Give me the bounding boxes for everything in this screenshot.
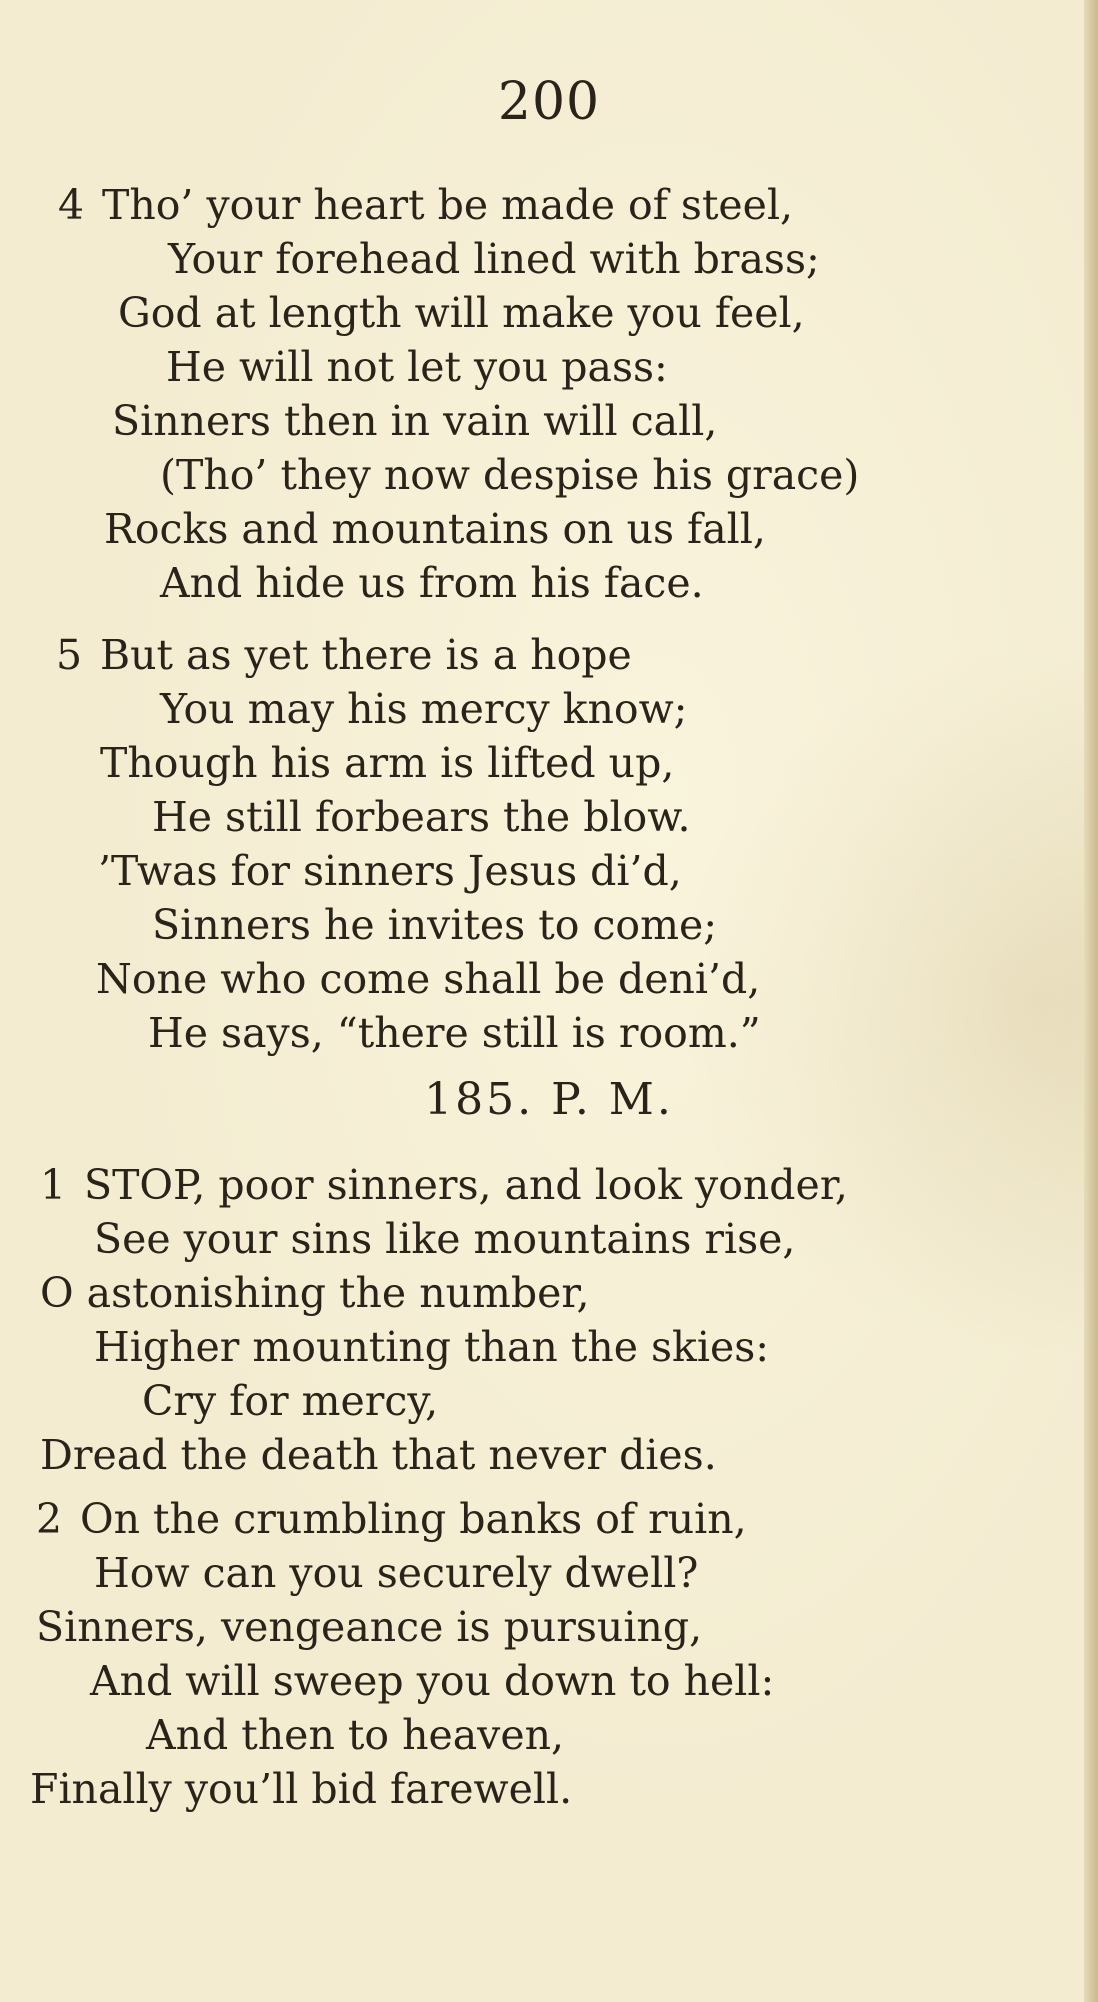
verse-line: Dread the death that never dies.: [40, 1431, 717, 1479]
verse-line: God at length will make you feel,: [118, 289, 805, 337]
verse-line: Higher mounting than the skies:: [94, 1323, 770, 1371]
verse-line: Sinners he invites to come;: [152, 901, 718, 949]
verse-line: Though his arm is lifted up,: [100, 739, 675, 787]
verse-line: You may his mercy know;: [160, 685, 688, 733]
verse-line: See your sins like mountains rise,: [94, 1215, 796, 1263]
verse-line: (Tho’ they now despise his grace): [160, 451, 860, 499]
verse-line-text: Tho’ your heart be made of steel,: [102, 181, 794, 229]
verse-number: 1: [40, 1161, 67, 1209]
verse-line-text: But as yet there is a hope: [100, 631, 632, 679]
verse-line: Cry for mercy,: [142, 1377, 439, 1425]
verse-number: 5: [56, 631, 83, 679]
verse-line-text: On the crumbling banks of ruin,: [80, 1495, 747, 1543]
verse-line: And then to heaven,: [146, 1711, 565, 1759]
hymn-heading: 185. P. M.: [424, 1074, 674, 1125]
verse-line: ’Twas for sinners Jesus di’d,: [98, 847, 682, 895]
page-edge-shadow: [1084, 0, 1098, 2002]
verse-line: Your forehead lined with brass;: [168, 235, 820, 283]
verse-line: [40, 1160, 848, 1210]
page-number: 200: [497, 72, 601, 132]
verse-line: And will sweep you down to hell:: [90, 1657, 775, 1705]
verse-line: [56, 630, 632, 680]
verse-line-text: STOP, poor sinners, and look yonder,: [84, 1161, 848, 1209]
verse-line: O astonishing the number,: [40, 1269, 590, 1317]
verse-line: [36, 1494, 747, 1544]
verse-line: Finally you’ll bid farewell.: [30, 1765, 573, 1813]
verse-line: He will not let you pass:: [166, 343, 668, 391]
verse-line: [58, 180, 793, 230]
verse-line: Sinners then in vain will call,: [112, 397, 718, 445]
verse-line: How can you securely dwell?: [94, 1549, 699, 1597]
verse-number: 4: [58, 181, 85, 229]
verse-number: 2: [36, 1495, 63, 1543]
verse-line: He still forbears the blow.: [152, 793, 691, 841]
verse-line: Sinners, vengeance is pursuing,: [36, 1603, 703, 1651]
verse-line: None who come shall be deni’d,: [96, 955, 761, 1003]
verse-line: And hide us from his face.: [160, 559, 704, 607]
verse-line: He says, “there still is room.”: [148, 1009, 761, 1057]
verse-line: Rocks and mountains on us fall,: [104, 505, 766, 553]
